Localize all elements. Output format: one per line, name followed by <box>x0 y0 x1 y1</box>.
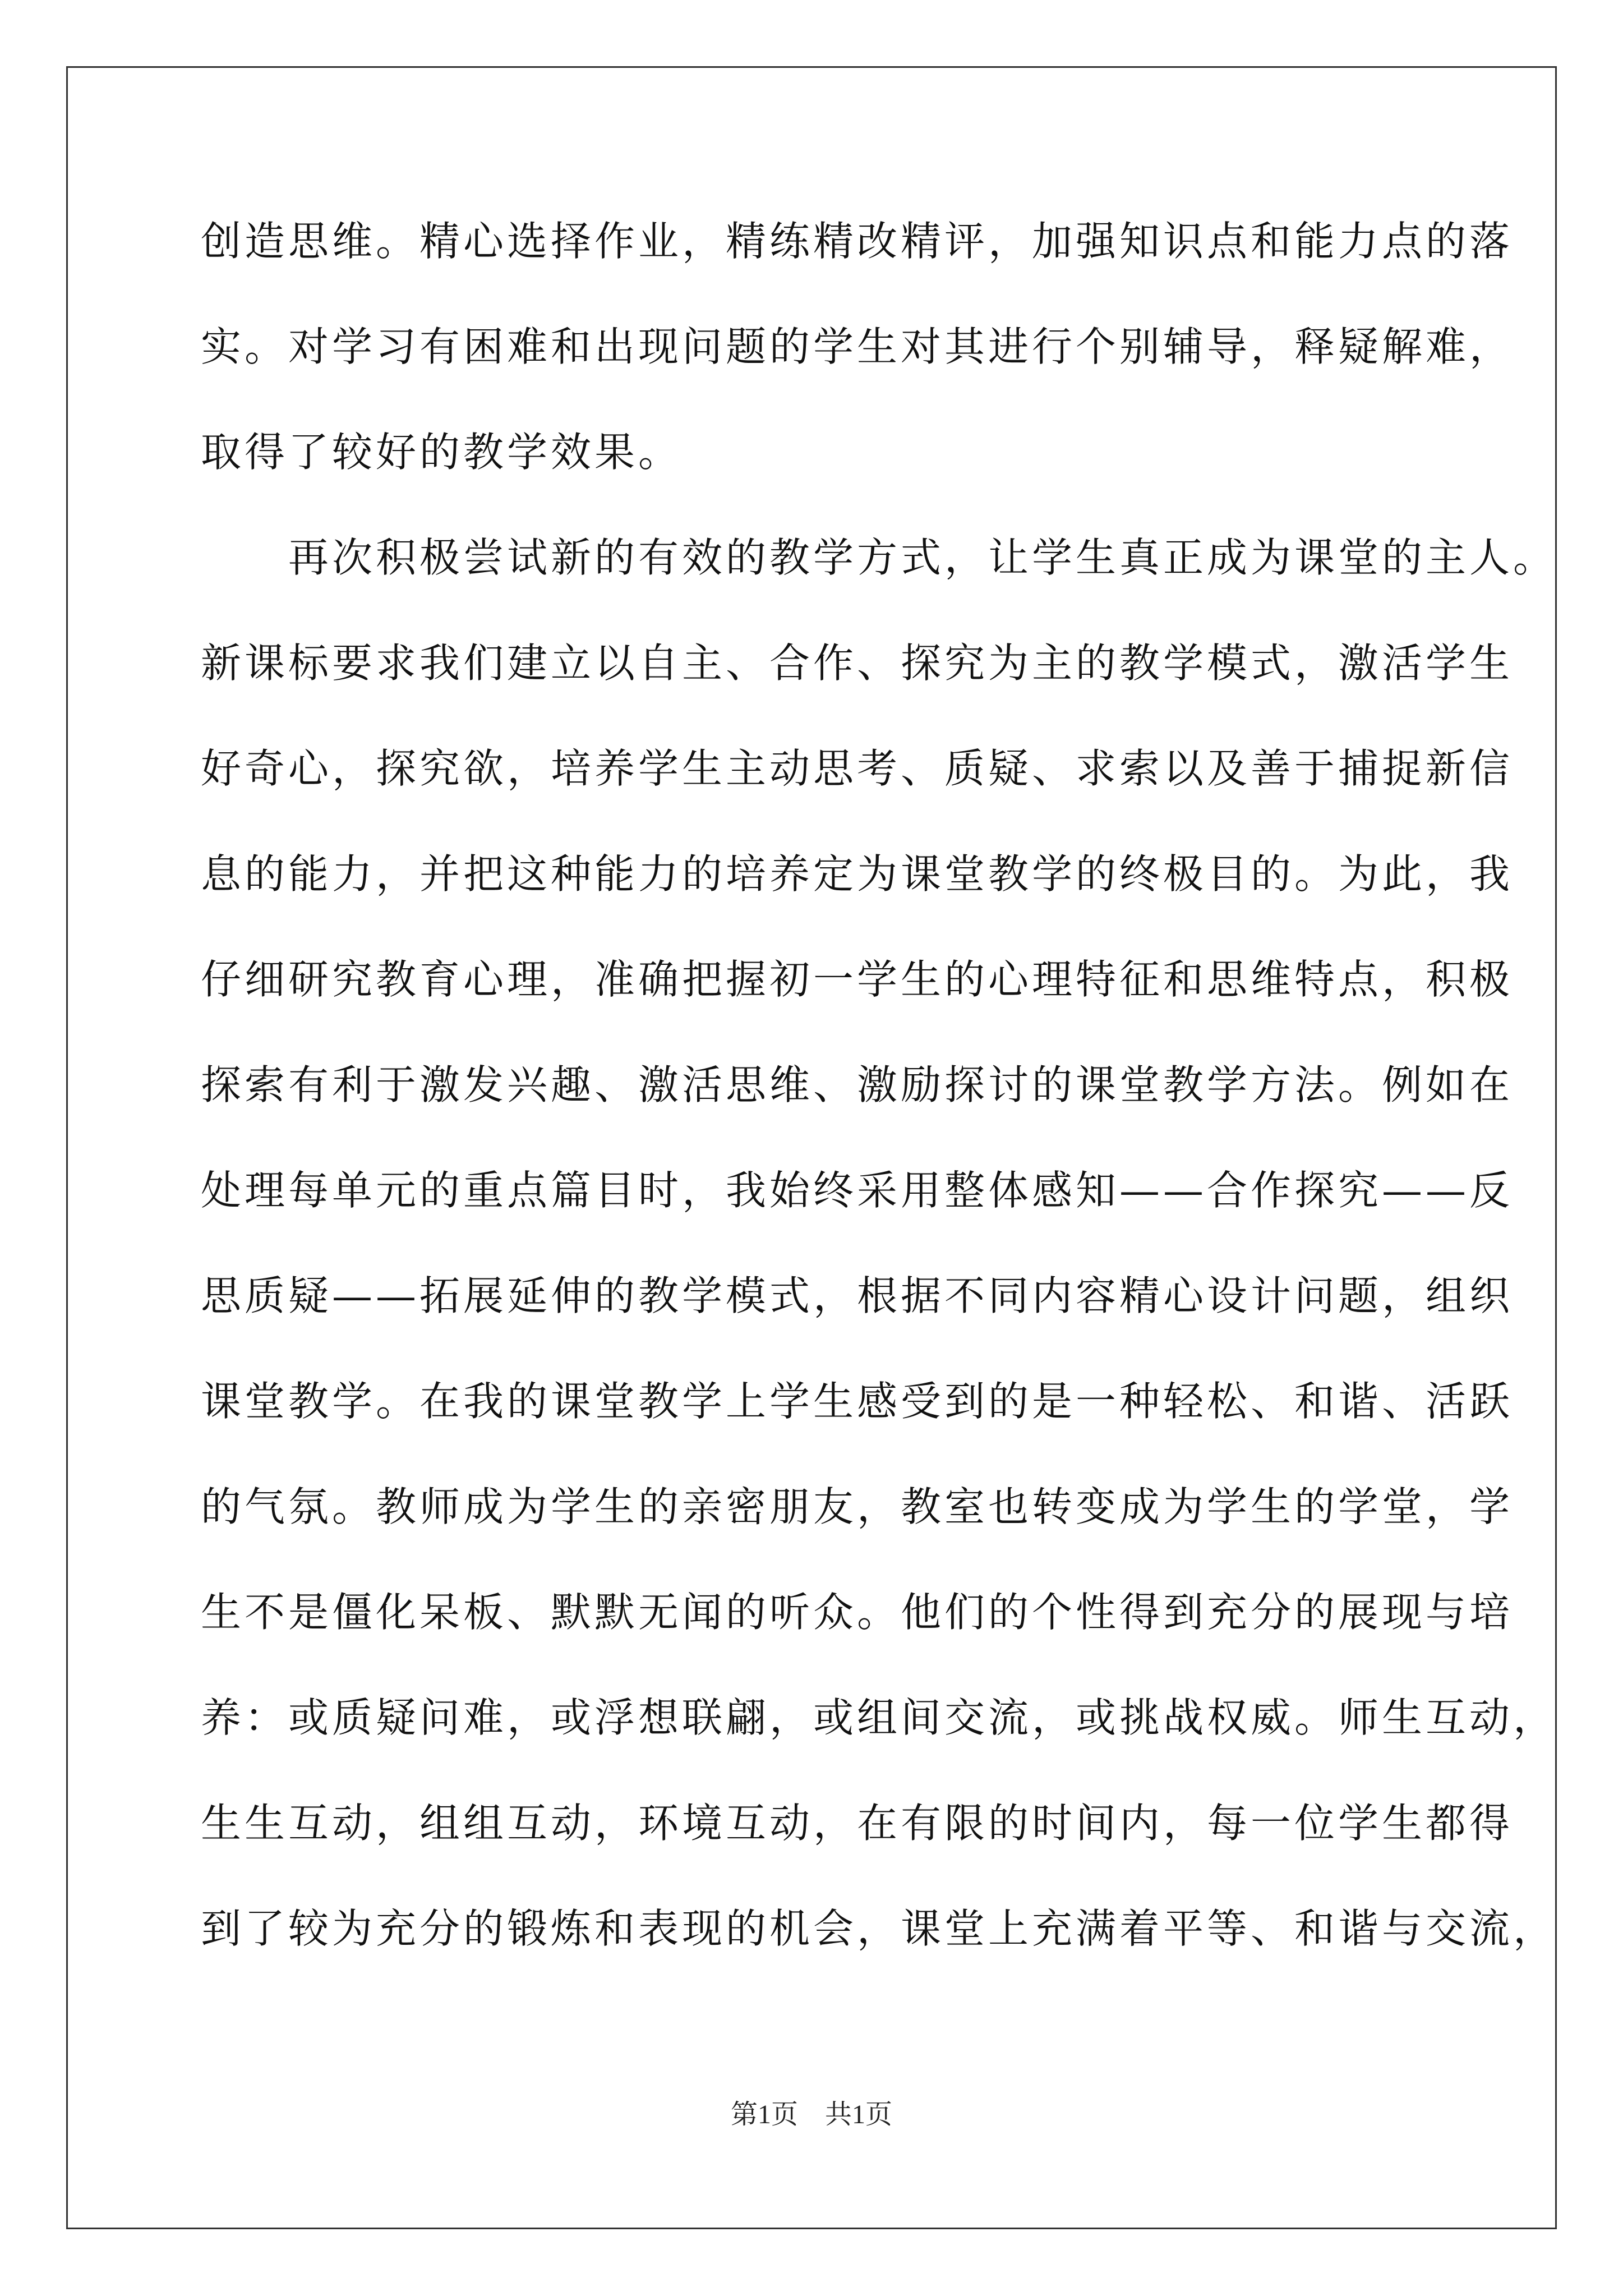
text-line-15: 养：或质疑问难，或浮想联翩，或组间交流，或挑战权威。师生互动， <box>201 1694 1557 1741</box>
text-line-4: 再次积极尝试新的有效的教学方式，让学生真正成为课堂的主人。 <box>201 534 1557 581</box>
text-line-17: 到了较为充分的锻炼和表现的机会，课堂上充满着平等、和谐与交流， <box>201 1905 1557 1952</box>
text-line-9: 探索有利于激发兴趣、激活思维、激励探讨的课堂教学方法。例如在 <box>201 1061 1514 1108</box>
text-line-6: 好奇心，探究欲，培养学生主动思考、质疑、求索以及善于捕捉新信 <box>201 745 1514 792</box>
text-line-14: 生不是僵化呆板、默默无闻的听众。他们的个性得到充分的展现与培 <box>201 1589 1514 1636</box>
text-line-3: 取得了较好的教学效果。 <box>201 429 683 476</box>
text-line-5: 新课标要求我们建立以自主、合作、探究为主的教学模式，激活学生 <box>201 639 1514 687</box>
text-line-1: 创造思维。精心选择作业，精练精改精评，加强知识点和能力点的落 <box>201 218 1514 265</box>
text-line-13: 的气氛。教师成为学生的亲密朋友，教室也转变成为学生的学堂，学 <box>201 1483 1514 1530</box>
text-line-7: 息的能力，并把这种能力的培养定为课堂教学的终极目的。为此，我 <box>201 850 1514 898</box>
page-footer: 第1页 共1页 <box>730 2100 892 2129</box>
text-line-11: 思质疑——拓展延伸的教学模式，根据不同内容精心设计问题，组织 <box>201 1272 1514 1319</box>
text-line-16: 生生互动，组组互动，环境互动，在有限的时间内，每一位学生都得 <box>201 1800 1514 1847</box>
text-line-12: 课堂教学。在我的课堂教学上学生感受到的是一种轻松、和谐、活跃 <box>201 1378 1514 1425</box>
text-line-8: 仔细研究教育心理，准确把握初一学生的心理特征和思维特点，积极 <box>201 956 1514 1003</box>
text-line-2: 实。对学习有困难和出现问题的学生对其进行个别辅导，释疑解难， <box>201 323 1514 370</box>
text-line-10: 处理每单元的重点篇目时，我始终采用整体感知——合作探究——反 <box>201 1167 1514 1214</box>
